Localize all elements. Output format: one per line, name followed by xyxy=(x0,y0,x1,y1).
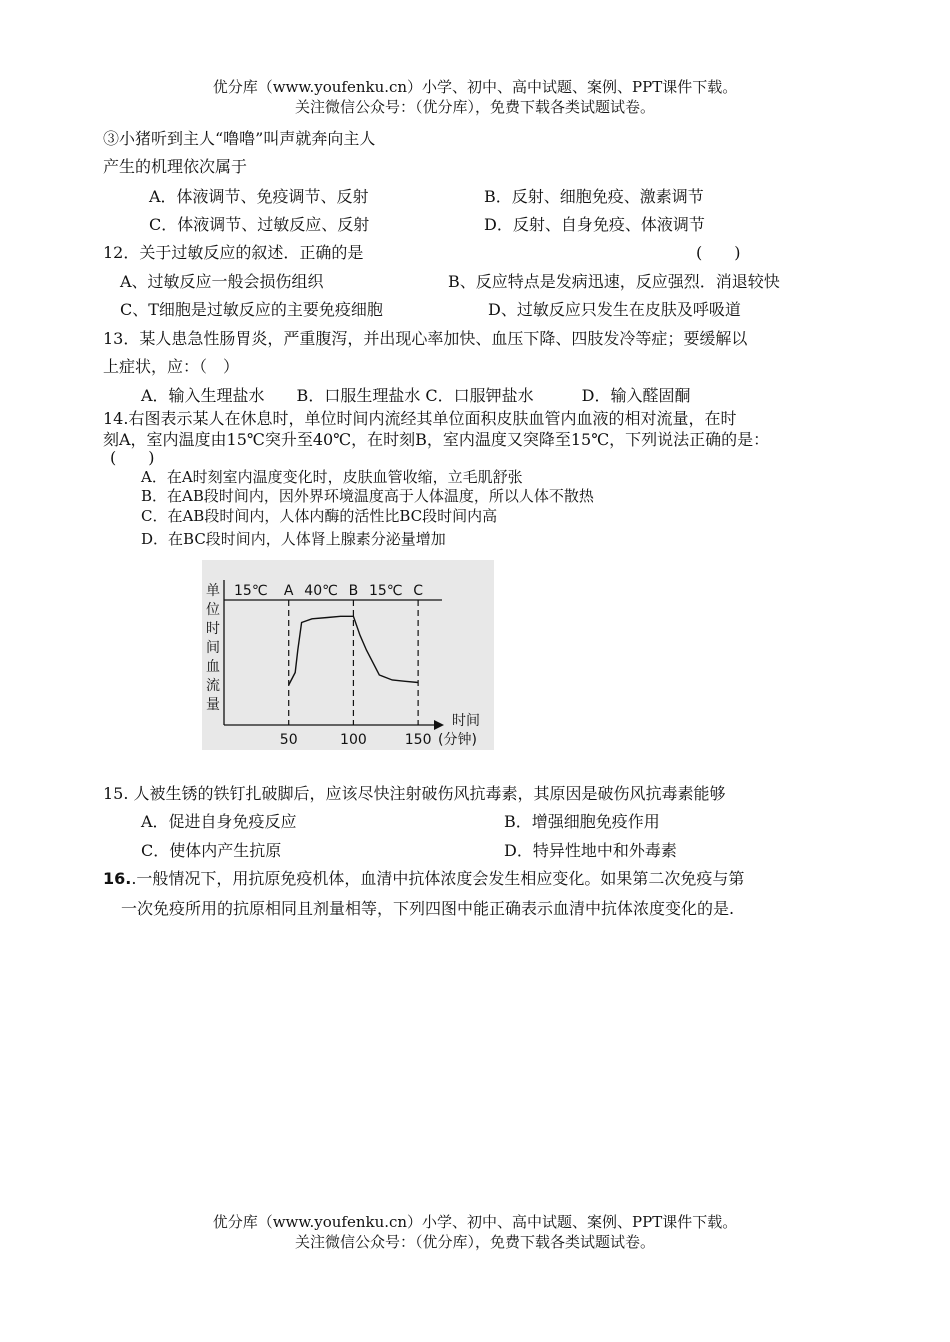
q15-option-c: C．使体内产生抗原 xyxy=(141,841,282,860)
q14-stem-1: 14.右图表示某人在休息时，单位时间内流经其单位面积皮肤血管内血液的相对流量，在时 xyxy=(103,409,737,428)
q16-stem-2: 一次免疫所用的抗原相同且剂量相等，下列四图中能正确表示血清中抗体浓度变化的是. xyxy=(121,899,735,918)
q14-option-b: B．在AB段时间内，因外界环境温度高于人体温度，所以人体不散热 xyxy=(141,487,594,505)
top-label-2: 40℃ xyxy=(304,583,338,599)
q12-option-b: B、反应特点是发病迅速，反应强烈．消退较快 xyxy=(448,272,780,291)
blood-flow-chart xyxy=(202,560,494,750)
q13-options: A．输入生理盐水 B．口服生理盐水 C．口服钾盐水 D．输入醛固酮 xyxy=(141,386,691,405)
q11-option-b: B．反射、细胞免疫、激素调节 xyxy=(484,187,704,206)
q16-stem-1-text: .一般情况下，用抗原免疫机体，血清中抗体浓度会发生相应变化。如果第二次免疫与第 xyxy=(131,869,745,888)
top-label-5: C xyxy=(413,583,424,599)
q12-option-d: D、过敏反应只发生在皮肤及呼吸道 xyxy=(488,300,741,319)
q15-option-d: D．特异性地中和外毒素 xyxy=(504,841,677,860)
header-line-1: 优分库（www.youfenku.cn）小学、初中、高中试题、案例、PPT课件下载。 xyxy=(212,78,738,96)
q13-stem-1: 13．某人患急性肠胃炎，严重腹泻，并出现心率加快、血压下降、四肢发冷等症；要缓解以 xyxy=(103,329,748,348)
q13-stem-2: 上症状，应：（ ） xyxy=(103,357,240,376)
q12-stem: 12．关于过敏反应的叙述．正确的是 xyxy=(103,243,364,262)
footer-line-1: 优分库（www.youfenku.cn）小学、初中、高中试题、案例、PPT课件下载。 xyxy=(212,1213,738,1231)
q14-option-d: D．在BC段时间内，人体肾上腺素分泌量增加 xyxy=(141,530,446,548)
footer-line-2: 关注微信公众号：（优分库），免费下载各类试题试卷。 xyxy=(294,1233,655,1251)
q11-option-d: D．反射、自身免疫、体液调节 xyxy=(484,215,705,234)
x-tick-50: 50 xyxy=(279,732,298,748)
blood-flow-chart-svg xyxy=(202,560,494,750)
chart-x-arrow xyxy=(434,720,444,730)
q15-stem: 15. 人被生锈的铁钉扎破脚后，应该尽快注射破伤风抗毒素，其原因是破伤风抗毒素能够 xyxy=(103,784,726,803)
q11-option-c: C．体液调节、过敏反应、反射 xyxy=(149,215,370,234)
top-label-3: B xyxy=(348,583,359,599)
top-label-1: A xyxy=(283,583,294,599)
q12-option-a: A、过敏反应一般会损伤组织 xyxy=(120,272,324,291)
chart-x-label-line2: (分钟) xyxy=(438,732,477,748)
q14-stem-2: 刻A，室内温度由15℃突升至40℃，在时刻B，室内温度又突降至15℃，下列说法正确的是： xyxy=(103,430,770,449)
q11-stem-tail: 产生的机理依次属于 xyxy=(103,157,248,176)
x-tick-100: 100 xyxy=(340,732,367,748)
q15-option-a: A．促进自身免疫反应 xyxy=(141,812,297,831)
q14-option-a: A．在A时刻室内温度变化时，皮肤血管收缩，立毛肌舒张 xyxy=(141,468,523,486)
q16-stem-1 xyxy=(103,869,744,889)
q14-option-c: C．在AB段时间内，人体内酶的活性比BC段时间内高 xyxy=(141,507,498,525)
header-line-2: 关注微信公众号：（优分库），免费下载各类试题试卷。 xyxy=(294,98,655,116)
chart-x-label-line1: 时间 xyxy=(452,713,480,729)
q16-number: 16. xyxy=(103,869,132,888)
q11-option-a: A．体液调节、免疫调节、反射 xyxy=(149,187,369,206)
chart-y-axis-label: 单位时间血流量 xyxy=(206,583,220,713)
q14-answer-paren: ( ) xyxy=(110,448,155,467)
q11-item-3: ③小猪听到主人“噜噜”叫声就奔向主人 xyxy=(103,129,376,148)
top-label-4: 15℃ xyxy=(368,583,403,599)
top-label-0: 15℃ xyxy=(234,583,268,599)
q12-answer-paren: ( ) xyxy=(696,243,741,262)
q12-option-c: C、T细胞是过敏反应的主要免疫细胞 xyxy=(120,300,383,319)
x-tick-150: 150 xyxy=(404,732,432,748)
q15-option-b: B．增强细胞免疫作用 xyxy=(504,812,660,831)
